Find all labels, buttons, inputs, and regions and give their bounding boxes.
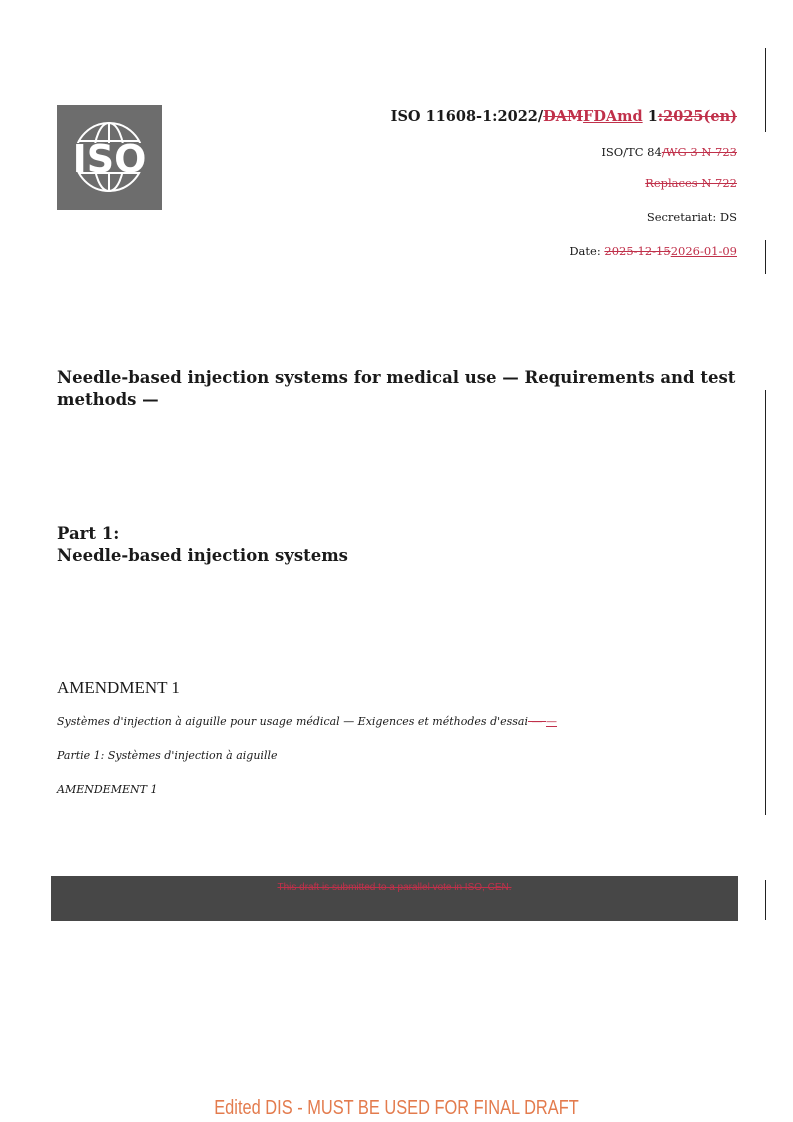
part-number: Part 1: [57, 524, 120, 543]
vote-banner-text: This draft is submitted to a parallel vote in ISO, CEN. [277, 882, 512, 893]
change-bar [765, 390, 766, 815]
date-label: Date: [569, 244, 605, 258]
document-date [569, 244, 737, 258]
french-title [57, 715, 557, 728]
std-ref-inserted: FDAmd [583, 108, 643, 125]
draft-watermark: Edited DIS - MUST BE USED FOR FINAL DRAFT [214, 1097, 579, 1119]
amendment-heading: AMENDMENT 1 [57, 678, 180, 697]
tc-deleted: /WG 3 N 723 [661, 145, 737, 159]
french-title-deleted: — [528, 715, 547, 728]
iso-logo-text: ISO [72, 137, 147, 181]
french-part-title: Partie 1: Systèmes d'injection à aiguille [57, 749, 278, 762]
replaces-deleted: Replaces N 722 [645, 176, 737, 190]
technical-committee [601, 145, 737, 159]
iso-globe-icon [57, 105, 162, 210]
replaces-note [645, 176, 737, 190]
std-ref-amendment: 1 [642, 108, 658, 125]
std-ref-main: ISO 11608-1:2022/ [390, 108, 544, 125]
french-title-text: Systèmes d'injection à aiguille pour usage médical — Exigences et méthodes d'essai [57, 715, 529, 728]
std-ref-deleted: DAM [543, 108, 584, 125]
french-title-inserted: — [546, 715, 558, 728]
date-deleted: 2025-12-15 [604, 244, 671, 258]
std-ref-deleted-year: :2025(en) [657, 108, 737, 125]
part-title: Needle-based injection systems [57, 546, 348, 565]
part-heading [57, 523, 348, 567]
document-title: Needle-based injection systems for medical use — Requirements and test methods — [57, 368, 736, 409]
french-amendment: AMENDEMENT 1 [57, 783, 158, 796]
change-bar [765, 48, 766, 132]
tc-label: ISO/TC 84 [601, 145, 662, 159]
date-inserted: 2026-01-09 [670, 244, 737, 258]
vote-banner [51, 876, 738, 921]
change-bar [765, 240, 766, 274]
secretariat: Secretariat: DS [646, 210, 737, 224]
change-bar [765, 880, 766, 920]
standard-reference [391, 108, 737, 125]
iso-logo [57, 105, 162, 210]
